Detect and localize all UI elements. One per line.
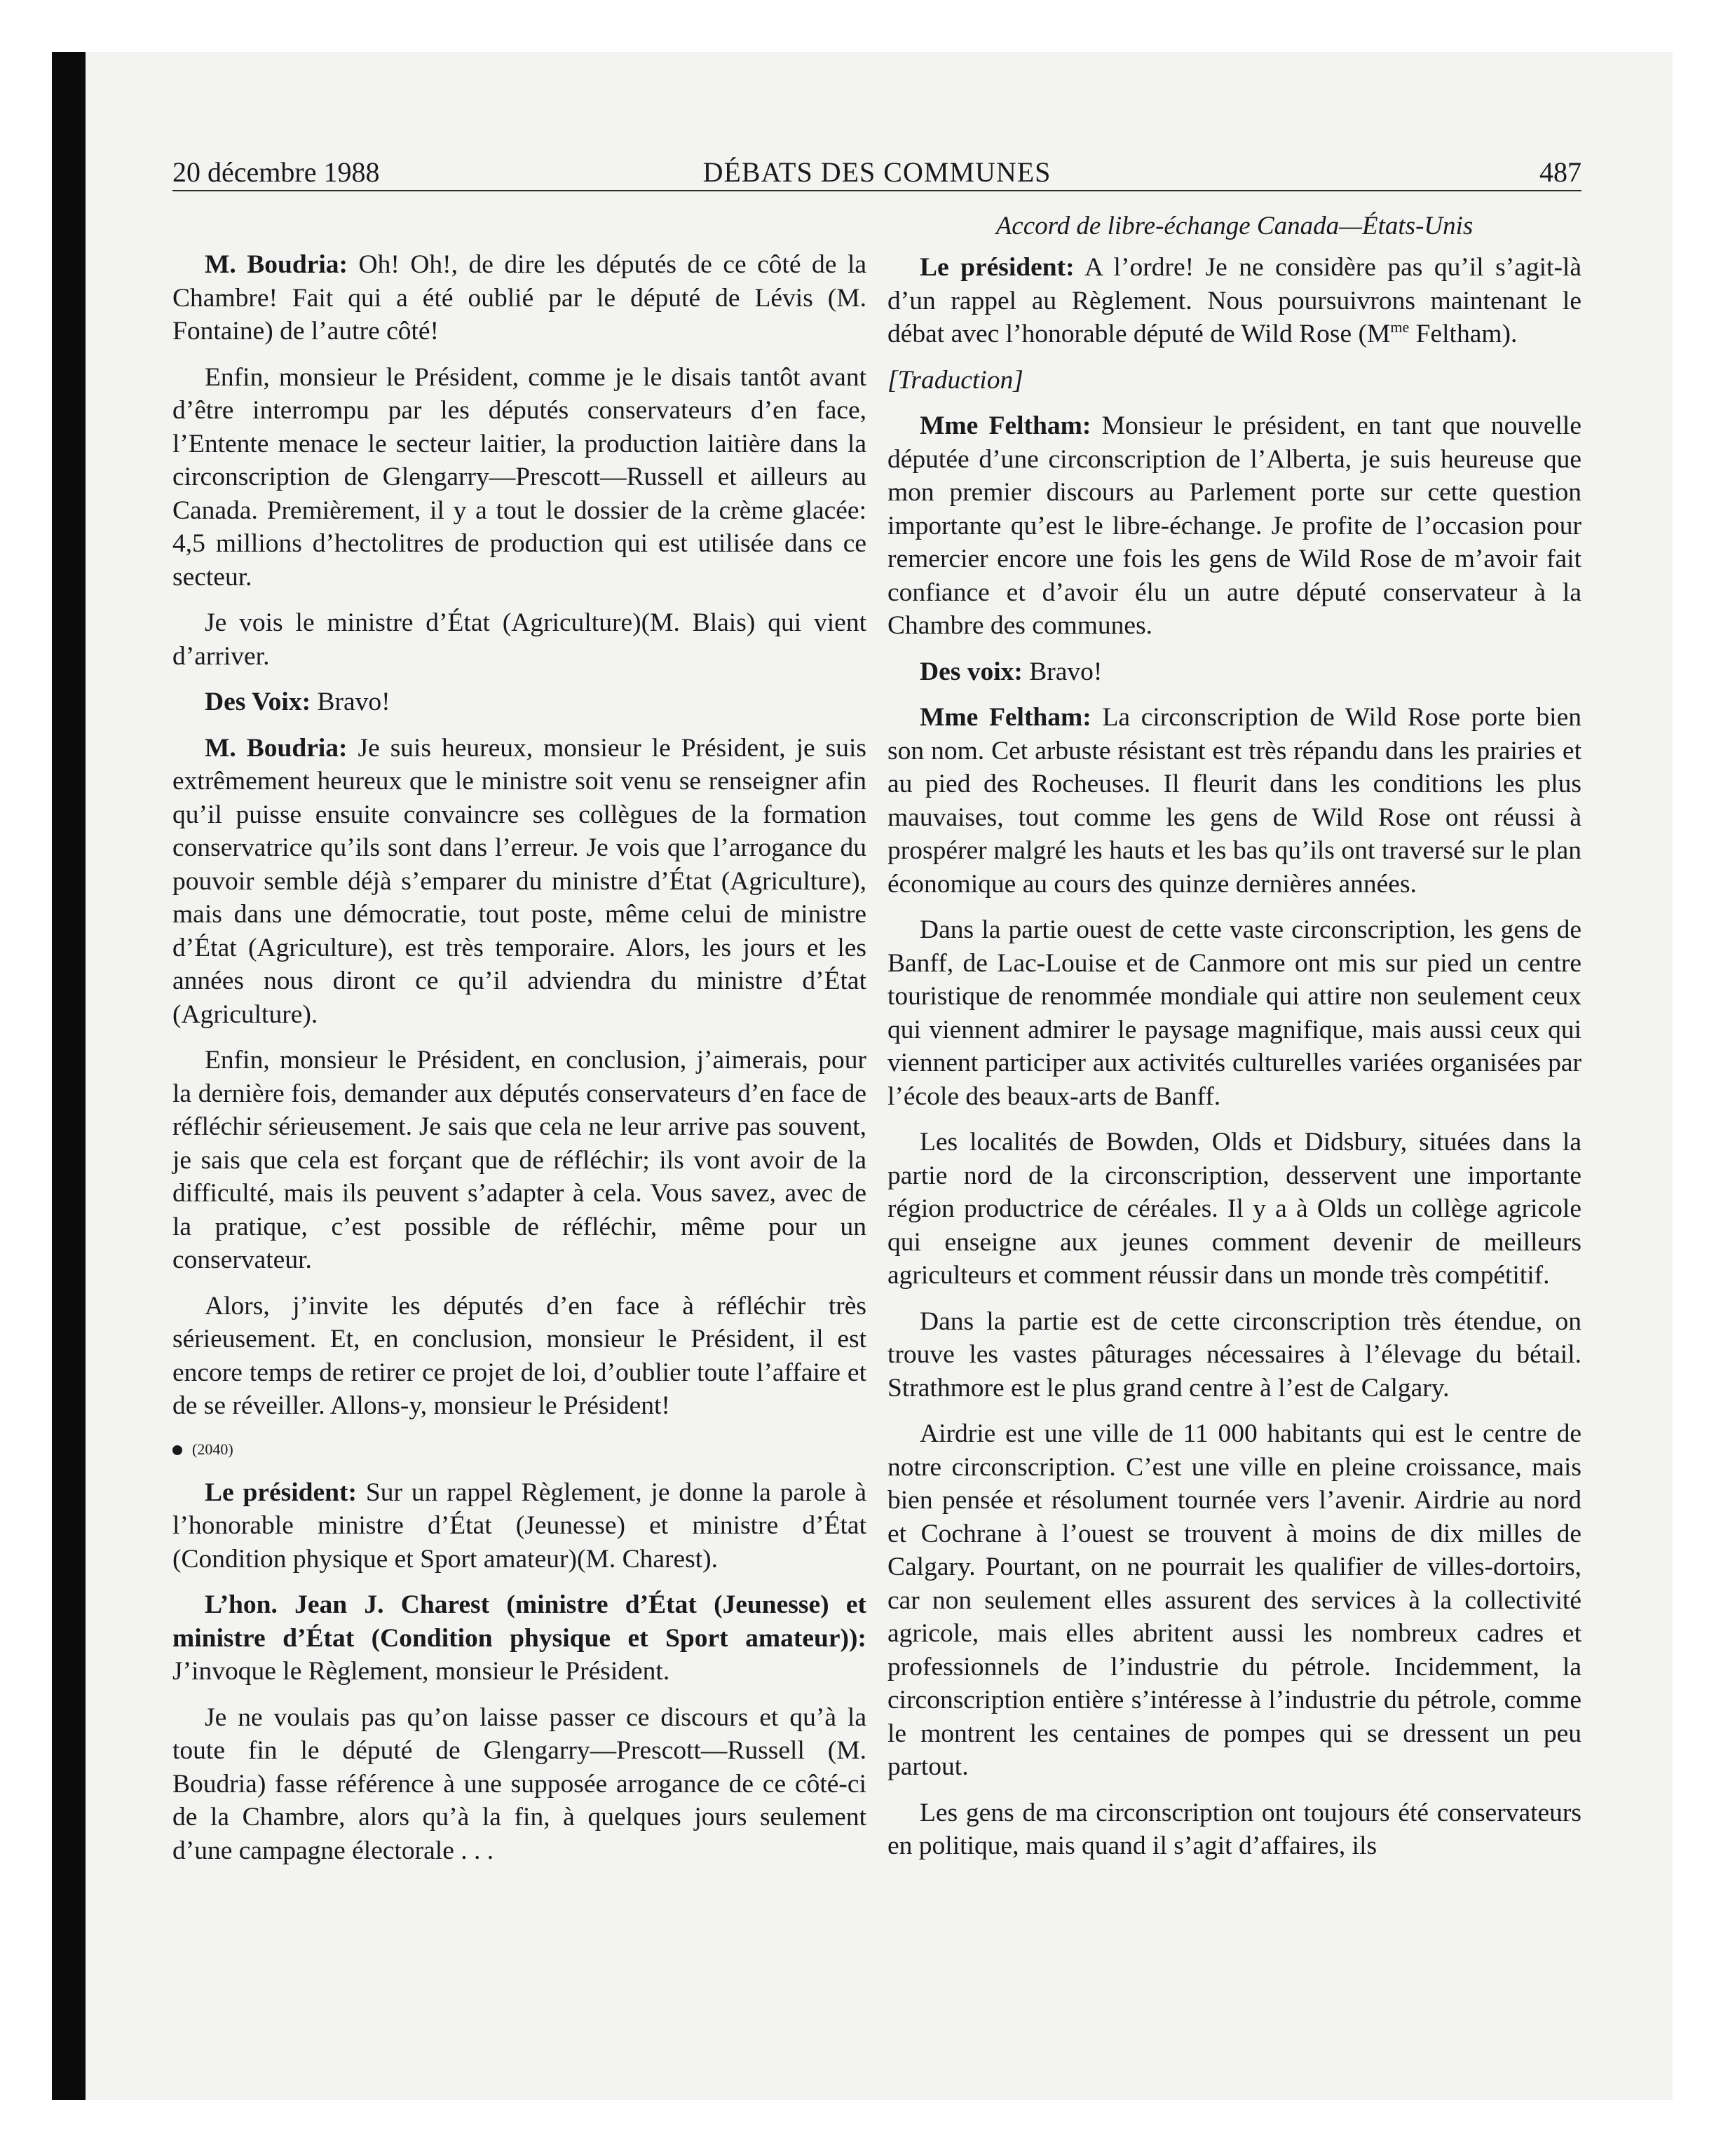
speaker-name: M. Boudria: — [205, 250, 348, 279]
time-marker-text: (2040) — [192, 1440, 233, 1458]
translation-label: [Traduction] — [887, 365, 1023, 395]
speech-text: Bravo! — [1022, 657, 1103, 686]
paragraph — [172, 732, 866, 1032]
speaker-name: L’hon. Jean J. Charest (ministre d’État (Jeunesse) et ministre d’État (Condition physique et Sport amateur)): — [172, 1590, 866, 1653]
speaker-name: Le président: — [205, 1478, 358, 1507]
speech-text: Feltham). — [1409, 320, 1518, 348]
superscript: me — [1390, 318, 1410, 336]
speaker-name: Mme Feltham: — [920, 703, 1091, 732]
paragraph — [887, 251, 1581, 351]
paragraph: Alors, j’invite les députés d’en face à réfléchir très sérieusement. Et, en conclusion, monsieur le Président, il est encore temps de retirer ce projet de loi, d’oublier toute l’affaire et de se réveiller. Allons-y, monsieur le Président! — [172, 1291, 866, 1420]
right-column — [887, 251, 1581, 1876]
speech-text: La circonscription de Wild Rose porte bien son nom. Cet arbuste résistant est très répandu dans les prairies et au pied des Rocheuses. Il fleurit dans les conditions les plus mauvaises, tout comme les gens de Wild Rose ont réussi à prospérer malgré les hauts et les bas qu’ils ont traversé sur le plan économique au cours des quinze dernières années. — [887, 703, 1581, 899]
paragraph: Les gens de ma circonscription ont toujours été conservateurs en politique, mais quand il s’agit d’affaires, ils — [887, 1798, 1581, 1860]
speaker-name: M. Boudria: — [205, 733, 348, 763]
page-number: 487 — [1539, 156, 1581, 188]
speech-text: Bravo! — [311, 688, 390, 716]
paragraph — [172, 1476, 866, 1576]
left-column — [172, 248, 866, 1880]
section-subheader: Accord de libre-échange Canada—États-Unis — [995, 212, 1474, 240]
speaker-name: Des voix: — [920, 657, 1023, 686]
speech-text: A l’ordre! Je ne considère pas qu’il s’agit-là d’un rappel au Règlement. Nous poursuivrons maintenant le débat avec l’honorable député de Wild Rose (M — [887, 253, 1581, 348]
paragraph — [887, 655, 1581, 689]
speech-text: Monsieur le président, en tant que nouvelle députée d’une circonscription de l’Alberta, je suis heureuse que mon premier discours au Parlement porte sur cette question importante qu’est le libre-échange. Je profite de l’occasion pour remercier encore une fois les gens de Wild Rose de m’avoir fait confiance et d’avoir élu un autre député conservateur à la Chambre des communes. — [887, 411, 1581, 640]
speech-text: Oh! Oh!, de dire les députés de ce côté de la Chambre! Fait qui a été oublié par le député de Lévis (M. Fontaine) de l’autre côté! — [172, 250, 867, 346]
header-title: DÉBATS DES COMMUNES — [702, 156, 1052, 188]
speaker-name: Le président: — [920, 253, 1075, 282]
paragraph — [887, 409, 1581, 643]
paragraph — [172, 1588, 866, 1688]
running-header — [172, 156, 1581, 189]
header-rule — [172, 190, 1581, 191]
speech-text: J’invoque le Règlement, monsieur le Président. — [172, 1657, 670, 1686]
paragraph: Les localités de Bowden, Olds et Didsbury, situées dans la partie nord de la circonscription, desservent une importante région productrice de céréales. Il y a à Olds un collège agricole qui enseigne aux jeunes comment devenir de meilleurs agriculteurs et comment réussir dans un monde très compétitif. — [887, 1128, 1581, 1290]
speaker-name: Mme Feltham: — [920, 411, 1091, 440]
time-marker — [172, 1435, 866, 1464]
paragraph — [172, 248, 866, 348]
header-date: 20 décembre 1988 — [172, 156, 380, 188]
speech-text: Je suis heureux, monsieur le Président, je suis extrêmement heureux que le ministre soit venu se renseigner afin qu’il puisse ensuite convaincre ses collègues de la formation conservatrice qu’ils sont dans l’erreur. Je vois que l’arrogance du pouvoir semble déjà s’emparer du ministre d’État (Agriculture), mais dans une démocratie, tout poste, même celui de ministre d’État (Agriculture), est très temporaire. Alors, les jours et les années nous diront ce qu’il adviendra du ministre d’État (Agriculture). — [172, 733, 866, 1029]
bullet-icon — [172, 1445, 182, 1455]
paragraph — [172, 685, 866, 719]
paragraph — [887, 701, 1581, 901]
speech-text: Sur un rappel Règlement, je donne la parole à l’honorable ministre d’État (Jeunesse) et ministre d’État (Condition physique et Sport amateur)(M. Charest). — [172, 1478, 866, 1574]
paragraph: Enfin, monsieur le Président, en conclusion, j’aimerais, pour la dernière fois, demander aux députés conservateurs d’en face de réfléchir sérieusement. Je sais que cela ne leur arrive pas souvent, je sais que cela est forçant que de réfléchir; ils vont avoir de la difficulté, mais ils peuvent s’adapter à cela. Vous savez, avec de la pratique, c’est possible de réfléchir, même pour un conservateur. — [172, 1046, 866, 1274]
paragraph: Airdrie est une ville de 11 000 habitants qui est le centre de notre circonscription. C’est une ville en pleine croissance, mais bien pensée et résolument tournée vers l’avenir. Airdrie au nord et Cochrane à l’ouest se trouvent à moins de dix milles de Calgary. Pourtant, on ne pourrait les qualifier de villes-dortoirs, car non seulement elles assurent des services à la collectivité agricole, mais elles abritent aussi les nombreux cadres et professionnels de l’industrie du pétrole. Incidemment, la circonscription entière s’intéresse à l’industrie du pétrole, comme le montrent les centaines de pompes qui se dressent un peu partout. — [887, 1419, 1581, 1781]
paragraph: Enfin, monsieur le Président, comme je le disais tantôt avant d’être interrompu par les députés conservateurs d’en face, l’Entente menace le secteur laitier, la production laitière dans la circonscription de Glengarry—Prescott—Russell et ailleurs au Canada. Premièrement, il y a tout le dossier de la crème glacée: 4,5 millions d’hectolitres de production qui est utilisée dans ce secteur. — [172, 362, 866, 592]
paragraph: Je vois le ministre d’État (Agriculture)(M. Blais) qui vient d’arriver. — [172, 608, 866, 671]
speaker-name: Des Voix: — [205, 688, 311, 716]
binding-edge — [52, 52, 86, 2100]
paragraph: Dans la partie ouest de cette vaste circonscription, les gens de Banff, de Lac-Louise et de Canmore ont mis sur pied un centre touristique de renommée mondiale qui attire non seulement ceux qui viennent admirer le paysage magnifique, mais aussi ceux qui viennent participer aux activités culturelles variées organisées par l’école des beaux-arts de Banff. — [887, 915, 1581, 1111]
paragraph: Je ne voulais pas qu’on laisse passer ce discours et qu’à la toute fin le député de Glengarry—Prescott—Russell (M. Boudria) fasse référence à une supposée arrogance de ce côté-ci de la Chambre, alors qu’à la fin, à quelques jours seulement d’une campagne électorale . . . — [172, 1703, 866, 1865]
paragraph: Dans la partie est de cette circonscription très étendue, on trouve les vastes pâturages nécessaires à l’élevage du bétail. Strathmore est le plus grand centre à l’est de Calgary. — [887, 1306, 1581, 1403]
